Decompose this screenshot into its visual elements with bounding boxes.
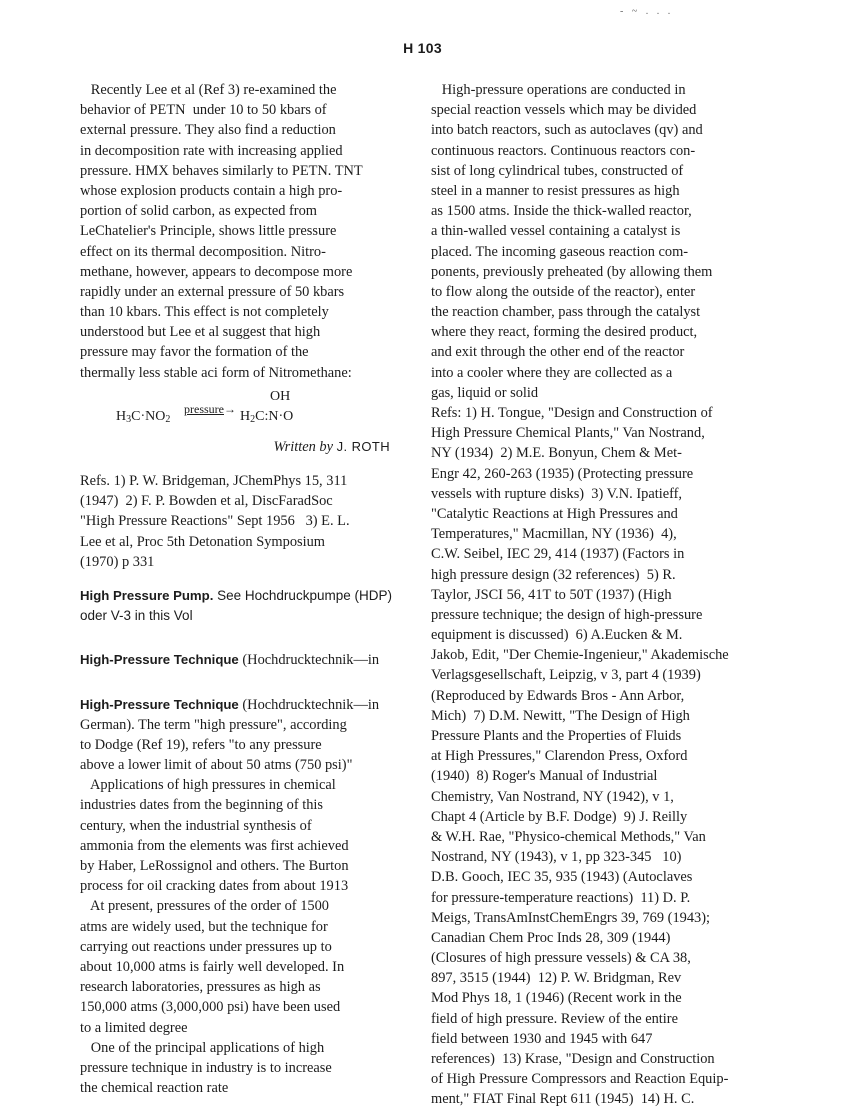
text-line: process for oil cracking dates from about 1913 [80, 878, 349, 895]
text-line: Verlagsgesellschaft, Leipzig, v 3, part 4 (1939) [431, 667, 701, 684]
text-line: 897, 3515 (1944) 12) P. W. Bridgman, Rev [431, 970, 682, 987]
text-line: century, when the industrial synthesis of [80, 817, 312, 834]
text-line: of High Pressure Compressors and Reaction Equip- [431, 1071, 729, 1088]
text-line: equipment is discussed) 6) A.Eucken & M. [431, 627, 683, 644]
formula-oh: OH [270, 388, 291, 404]
text-line: Engr 42, 260-263 (1935) (Protecting pressure [431, 465, 694, 482]
text-line: D.B. Gooch, IEC 35, 935 (1943) (Autoclaves [431, 869, 693, 886]
reference-line: "High Pressure Reactions" Sept 1956 3) E. L. [80, 513, 350, 530]
formula-arrow: pressure→ [184, 401, 236, 416]
text-line: the reaction chamber, pass through the catalyst [431, 304, 701, 321]
text-line: effect on its thermal decomposition. Nitro- [80, 243, 326, 260]
technique-short-entry: High-Pressure Technique (Hochdrucktechnik—in [80, 652, 380, 669]
text-line: Temperatures," Macmillan, NY (1936) 4), [431, 526, 677, 543]
text-line: into a cooler where they are collected as a [431, 364, 673, 381]
right-column [431, 80, 761, 1110]
reference-line: (1947) 2) F. P. Bowden et al, DiscFaradSoc [80, 493, 333, 510]
text-line: Chapt 4 (Article by B.F. Dodge) 9) J. Reilly [431, 808, 688, 825]
text-line: pressure. HMX behaves similarly to PETN. TNT [80, 162, 363, 179]
text-line: about 10,000 atms is fairly well developed. In [80, 958, 345, 975]
text-line: High Pressure Chemical Plants," Van Nostrand, [431, 425, 705, 442]
text-line: Nostrand, NY (1943), v 1, pp 323-345 10) [431, 849, 682, 866]
text-line: rapidly under an external pressure of 50 kbars [80, 283, 345, 300]
petn-references [80, 471, 390, 572]
technique-entry-title-line: High-Pressure Technique (Hochdrucktechnik—in [80, 696, 380, 713]
text-line: than 10 kbars. This effect is not completely [80, 304, 329, 321]
text-line: research laboratories, pressures as high as [80, 979, 321, 996]
text-line: the chemical reaction rate [80, 1080, 229, 1097]
formula-product: $H_2C:N\cdot O$ [240, 408, 294, 425]
text-line: gas, liquid or solid [431, 384, 539, 401]
formula-reactant: $H_3C\cdot NO_2$ [116, 408, 171, 425]
text-line: "Catalytic Reactions at High Pressures and [431, 505, 678, 522]
pump-entry-title: High Pressure Pump. [80, 587, 214, 603]
margin-marks: - ~ . . . [620, 6, 674, 17]
text-line: methane, however, appears to decompose more [80, 263, 353, 280]
reference-line: Refs. 1) P. W. Bridgeman, JChemPhys 15, 311 [80, 473, 348, 490]
text-line: Meigs, TransAmInstChemEngrs 39, 769 (1943); [431, 909, 711, 926]
text-line: into batch reactors, such as autoclaves (qv) and [431, 122, 703, 139]
text-line: Mod Phys 18, 1 (1946) (Recent work in the [431, 990, 682, 1007]
text-line: & W.H. Rae, "Physico-chemical Methods," Van [431, 828, 706, 845]
text-line: Mich) 7) D.M. Newitt, "The Design of High [431, 707, 690, 724]
text-line: a thin-walled vessel containing a catalyst is [431, 223, 681, 240]
text-line: continuous reactors. Continuous reactors con- [431, 142, 696, 159]
text-line: at High Pressures," Clarendon Press, Oxford [431, 748, 688, 765]
text-line: special reaction vessels which may be divided [431, 102, 697, 119]
nitromethane-formula [80, 385, 390, 435]
text-line: for pressure-temperature reactions) 11) D. P. [431, 889, 691, 906]
text-line: field between 1930 and 1945 with 647 [431, 1030, 653, 1047]
text-line: ment," FIAT Final Rept 611 (1945) 14) H. C. [431, 1091, 695, 1108]
text-line: as 1500 atms. Inside the thick-walled reactor, [431, 203, 692, 220]
text-line: thermally less stable aci form of Nitromethane: [80, 364, 352, 381]
text-line: by Haber, LeRossignol and others. The Burton [80, 858, 349, 875]
text-line: (Reproduced by Edwards Bros - Ann Arbor, [431, 687, 685, 704]
text-line: in decomposition rate with increasing applied [80, 142, 343, 159]
text-line: Refs: 1) H. Tongue, "Design and Construction of [431, 405, 713, 421]
text-line: ponents, previously preheated (by allowing them [431, 263, 713, 280]
text-line: understood but Lee et al suggest that high [80, 324, 321, 341]
text-line: above a lower limit of about 50 atms (750 psi)" [80, 757, 353, 774]
text-line: to Dodge (Ref 19), refers "to any pressure [80, 736, 322, 753]
text-line: pressure may favor the formation of the [80, 344, 309, 361]
text-line: German). The term "high pressure", according [80, 716, 347, 733]
text-line: placed. The incoming gaseous reaction com- [431, 243, 689, 260]
text-line: LeChatelier's Principle, shows little pressure [80, 223, 337, 240]
text-line: pressure technique; the design of high-pressure [431, 606, 703, 623]
text-line: Recently Lee et al (Ref 3) re-examined the [80, 82, 337, 98]
text-line: NY (1934) 2) M.E. Bonyun, Chem & Met- [431, 445, 682, 462]
petn-paragraph [80, 80, 390, 383]
text-line: pressure technique in industry is to increase [80, 1059, 332, 1076]
technique-entry-body [80, 715, 390, 1099]
technique-entry-title: High-Pressure Technique [80, 696, 239, 712]
text-line: to a limited degree [80, 1019, 188, 1036]
byline-author: J. ROTH [336, 438, 390, 454]
left-column [80, 80, 390, 1098]
text-line: Jakob, Edit, "Der Chemie-Ingenieur," Akademische [431, 647, 729, 664]
text-line: atms are widely used, but the technique for [80, 918, 328, 935]
byline [80, 437, 390, 457]
reference-line: Lee et al, Proc 5th Detonation Symposium [80, 533, 325, 550]
text-line: ammonia from the elements was first achieved [80, 837, 349, 854]
text-line: sist of long cylindrical tubes, constructed of [431, 162, 684, 179]
text-line: and exit through the other end of the reactor [431, 344, 685, 361]
text-line: steel in a manner to resist pressures as high [431, 182, 680, 199]
pump-entry-line-2: oder V-3 in this Vol [80, 608, 193, 624]
text-line: Canadian Chem Proc Inds 28, 309 (1944) [431, 929, 671, 946]
text-line: At present, pressures of the order of 1500 [80, 898, 329, 915]
text-line: Chemistry, Van Nostrand, NY (1942), v 1, [431, 788, 674, 805]
text-line: field of high pressure. Review of the entire [431, 1010, 678, 1027]
text-line: references) 13) Krase, "Design and Construction [431, 1051, 715, 1067]
text-line: (1940) 8) Roger's Manual of Industrial [431, 768, 658, 785]
pump-entry-line-1: High Pressure Pump. See Hochdruckpumpe (HDP) [80, 587, 392, 603]
text-line: industries dates from the beginning of this [80, 797, 324, 814]
text-line: C.W. Seibel, IEC 29, 414 (1937) (Factors in [431, 546, 685, 563]
text-line: (Closures of high pressure vessels) & CA 38, [431, 950, 691, 967]
text-line: One of the principal applications of high [80, 1039, 325, 1056]
text-line: Pressure Plants and the Properties of Fluids [431, 728, 682, 744]
text-line: high pressure design (32 references) 5) R. [431, 566, 676, 583]
reference-line: (1970) p 331 [80, 553, 155, 570]
text-line: whose explosion products contain a high pro- [80, 182, 343, 199]
text-line: Applications of high pressures in chemical [80, 777, 336, 794]
page-number: H 103 [403, 40, 442, 56]
text-line: where they react, forming the desired product, [431, 324, 698, 341]
text-line: to flow along the outside of the reactor), enter [431, 283, 696, 300]
text-line: 150,000 atms (3,000,000 psi) have been used [80, 999, 341, 1016]
text-line: behavior of PETN under 10 to 50 kbars of [80, 102, 327, 119]
technique-continued [431, 80, 761, 1110]
text-line: vessels with rupture disks) 3) V.N. Ipatieff, [431, 485, 683, 502]
text-line: Taylor, JSCI 56, 41T to 50T (1937) (High [431, 586, 672, 603]
text-line: carrying out reactions under pressures up to [80, 938, 332, 955]
byline-written: Written by [273, 438, 334, 455]
text-line: portion of solid carbon, as expected from [80, 203, 317, 220]
text-line: High-pressure operations are conducted in [431, 82, 686, 98]
text-line: external pressure. They also find a reduction [80, 122, 336, 139]
